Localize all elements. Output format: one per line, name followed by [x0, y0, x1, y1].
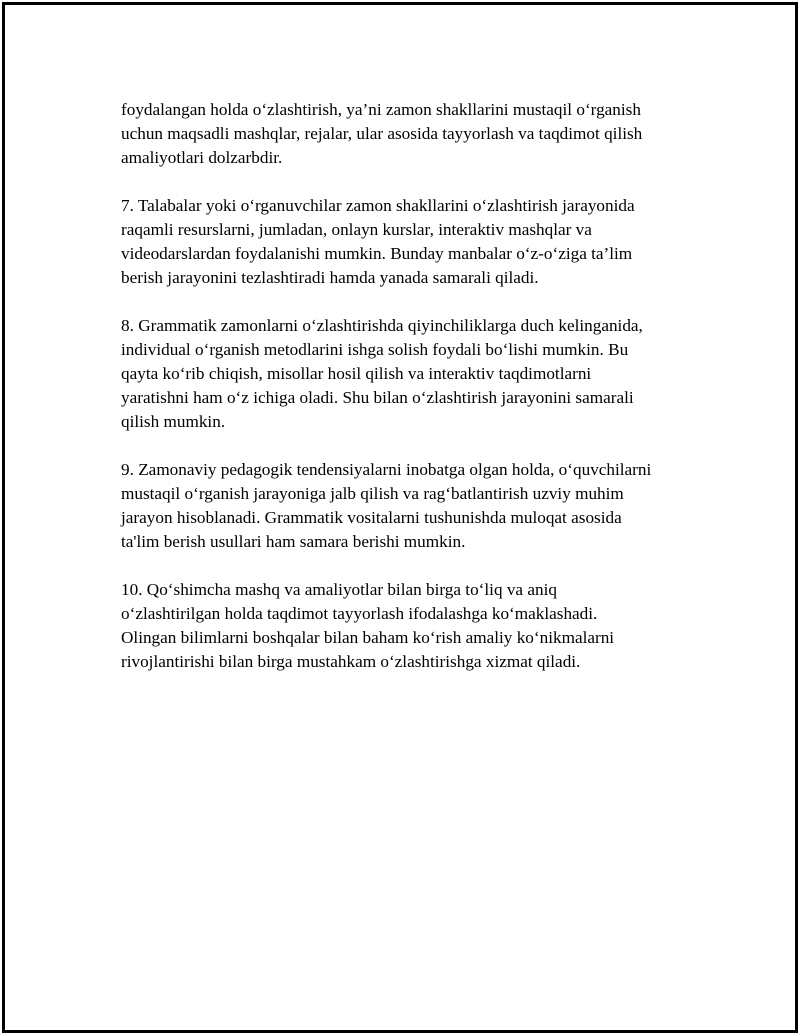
document-body: [121, 98, 701, 698]
text-line: amaliyotlari dolzarbdir.: [121, 148, 283, 167]
paragraph-item-9: [121, 458, 701, 554]
text-line: qayta ko‘rib chiqish, misollar hosil qilish va interaktiv taqdimotlarni: [121, 364, 592, 383]
text-line: 9. Zamonaviy pedagogik tendensiyalarni inobatga olgan holda, o‘quvchilarni: [121, 460, 652, 479]
text-line: 7. Talabalar yoki o‘rganuvchilar zamon shakllarini o‘zlashtirish jarayonida: [121, 196, 635, 215]
paragraph-item-8: [121, 314, 701, 434]
text-line: raqamli resurslarni, jumladan, onlayn kurslar, interaktiv mashqlar va: [121, 220, 592, 239]
text-line: o‘zlashtirilgan holda taqdimot tayyorlash ifodalashga ko‘maklashadi.: [121, 604, 598, 623]
text-line: 8. Grammatik zamonlarni o‘zlashtirishda qiyinchiliklarga duch kelinganida,: [121, 316, 643, 335]
text-line: mustaqil o‘rganish jarayoniga jalb qilish va rag‘batlantirish uzviy muhim: [121, 484, 624, 503]
text-line: qilish mumkin.: [121, 412, 226, 431]
text-line: berish jarayonini tezlashtiradi hamda yanada samarali qiladi.: [121, 268, 539, 287]
text-line: uchun maqsadli mashqlar, rejalar, ular asosida tayyorlash va taqdimot qilish: [121, 124, 643, 143]
text-line: individual o‘rganish metodlarini ishga solish foydali bo‘lishi mumkin. Bu: [121, 340, 629, 359]
text-line: ta'lim berish usullari ham samara berishi mumkin.: [121, 532, 466, 551]
text-line: yaratishni ham o‘z ichiga oladi. Shu bilan o‘zlashtirish jarayonini samarali: [121, 388, 634, 407]
text-line: jarayon hisoblanadi. Grammatik vositalarni tushunishda muloqat asosida: [121, 508, 622, 527]
text-line: Olingan bilimlarni boshqalar bilan baham ko‘rish amaliy ko‘nikmalarni: [121, 628, 615, 647]
text-line: rivojlantirishi bilan birga mustahkam o‘zlashtirishga xizmat qiladi.: [121, 652, 581, 671]
paragraph-continuation: [121, 98, 701, 170]
text-line: videodarslardan foydalanishi mumkin. Bunday manbalar o‘z-o‘ziga ta’lim: [121, 244, 633, 263]
paragraph-item-10: [121, 578, 701, 674]
text-line: 10. Qo‘shimcha mashq va amaliyotlar bilan birga to‘liq va aniq: [121, 580, 557, 599]
page-frame: [2, 2, 798, 1033]
text-line: foydalangan holda o‘zlashtirish, ya’ni zamon shakllarini mustaqil o‘rganish: [121, 100, 641, 119]
paragraph-item-7: [121, 194, 701, 290]
